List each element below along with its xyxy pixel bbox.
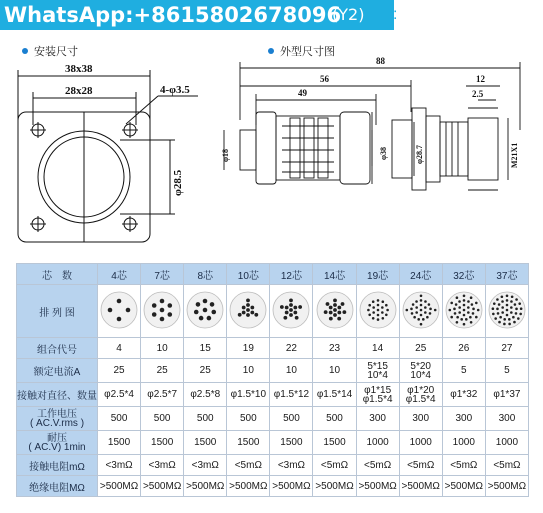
pin-dot <box>290 298 294 302</box>
table-cell: >500MΩ <box>442 476 485 497</box>
dim-2-5: 2.5 <box>472 89 484 99</box>
pin-dot <box>368 303 371 306</box>
pin-dot <box>290 308 294 312</box>
table-cell: 1000 <box>442 431 485 455</box>
table-cell: φ2.5*7 <box>141 383 184 407</box>
table-row <box>17 383 529 407</box>
table-row <box>17 455 529 476</box>
core-count: 37芯 <box>485 264 528 285</box>
pin-dot <box>434 308 437 311</box>
header-label: 芯 数 <box>17 264 98 285</box>
pin-dot <box>491 307 494 310</box>
pin-layout-diagram <box>184 285 227 338</box>
dim-phi18: φ18 <box>221 149 230 162</box>
dim-phi38: φ38 <box>379 147 388 160</box>
pin-dot <box>519 312 522 315</box>
table-cell: 10 <box>313 359 356 383</box>
pin-dot <box>450 301 453 304</box>
pin-dot <box>251 305 255 309</box>
table-cell: 5*20 10*4 <box>399 359 442 383</box>
pin-dot <box>467 300 470 303</box>
pin-dot <box>510 300 513 303</box>
pin-layout-diagram <box>227 285 270 338</box>
pin-dot <box>515 298 518 301</box>
pin-dot <box>126 307 131 312</box>
pin-dot <box>376 308 379 311</box>
table-cell: 26 <box>442 338 485 359</box>
table-cell: 27 <box>485 338 528 359</box>
pin-layout-diagram <box>270 285 313 338</box>
pin-dot <box>458 300 461 303</box>
table-cell: 1000 <box>356 431 399 455</box>
pin-dot <box>386 308 389 311</box>
pin-dot <box>427 303 430 306</box>
pin-dot <box>242 310 246 314</box>
pin-dot <box>458 306 461 309</box>
pin-dot <box>367 308 370 311</box>
row-label: 额定电流A <box>17 359 98 383</box>
table-cell: <5mΩ <box>485 455 528 476</box>
pin-dot <box>212 309 217 314</box>
pin-dot <box>385 313 388 316</box>
pin-dot <box>280 305 284 309</box>
row-label: 绝缘电阻MΩ <box>17 476 98 497</box>
table-cell: 300 <box>485 407 528 431</box>
pin-layout-diagram <box>98 285 141 338</box>
pin-dot <box>419 303 422 306</box>
pin-dot <box>117 298 122 303</box>
pin-dot <box>517 317 520 320</box>
banner-colon: : <box>393 6 398 23</box>
pin-dot <box>501 311 504 314</box>
pin-dot <box>455 296 458 299</box>
table-cell: >500MΩ <box>270 476 313 497</box>
pin-dot <box>238 312 242 316</box>
table-cell: 22 <box>270 338 313 359</box>
table-cell: φ1.5*10 <box>227 383 270 407</box>
pin-dot <box>513 320 516 323</box>
pin-dot <box>413 315 416 318</box>
pin-dot <box>251 310 255 314</box>
pin-dot <box>340 302 344 306</box>
core-count: 19芯 <box>356 264 399 285</box>
pin-dot <box>376 313 379 316</box>
pin-dot <box>405 308 408 311</box>
pin-dot <box>381 311 384 314</box>
dim-thread: M21X1 <box>510 142 519 168</box>
table-row <box>17 285 529 338</box>
pin-dot <box>381 306 384 309</box>
table-row <box>17 407 529 431</box>
install-title-text: 安装尺寸 <box>34 46 78 58</box>
pin-dot <box>372 317 375 320</box>
row-label: 接触对直径、数量 <box>17 383 98 407</box>
pin-dot <box>462 322 465 325</box>
pin-dot <box>465 318 468 321</box>
pin-layout-diagram <box>141 285 184 338</box>
pin-dot <box>471 312 474 315</box>
table-cell: 500 <box>270 407 313 431</box>
pin-dot <box>508 318 511 321</box>
pin-dot <box>419 294 422 297</box>
pin-dot <box>381 300 384 303</box>
pin-dot <box>376 318 379 321</box>
pin-dot <box>500 295 503 298</box>
pin-layout-diagram <box>485 285 528 338</box>
table-cell: 25 <box>399 338 442 359</box>
pin-dot <box>497 312 500 315</box>
table-cell: 10 <box>141 338 184 359</box>
pin-dot <box>493 302 496 305</box>
table-cell: 1500 <box>184 431 227 455</box>
table-cell: 500 <box>227 407 270 431</box>
dim-phi28-7: φ28.7 <box>415 145 424 164</box>
dim-holes: 4-φ3.5 <box>160 84 190 96</box>
pin-dot <box>160 307 165 312</box>
pin-dot <box>448 308 451 311</box>
pin-dot <box>511 295 514 298</box>
pin-dot <box>462 303 465 306</box>
pin-dot <box>325 302 329 306</box>
pin-dot <box>467 311 470 314</box>
core-count: 32芯 <box>442 264 485 285</box>
pin-dot <box>506 313 509 316</box>
table-cell: 1500 <box>313 431 356 455</box>
pin-dot <box>454 312 457 315</box>
table-cell: φ2.5*8 <box>184 383 227 407</box>
core-count: 14芯 <box>313 264 356 285</box>
table-cell: 500 <box>184 407 227 431</box>
pin-dot <box>410 312 413 315</box>
pin-dot <box>284 315 288 319</box>
pin-dot <box>462 313 465 316</box>
pin-dot <box>503 322 506 325</box>
table-cell: 1500 <box>98 431 141 455</box>
row-label: 工作电压 ( AC.V.rms ) <box>17 407 98 431</box>
table-cell: 300 <box>399 407 442 431</box>
pin-dot <box>117 316 122 321</box>
pin-dot <box>515 307 518 310</box>
row-label: 耐压 ( AC.V) 1min <box>17 431 98 455</box>
table-cell: 14 <box>356 338 399 359</box>
pin-dot <box>518 302 521 305</box>
pin-dot <box>417 318 420 321</box>
dim-diameter: φ28.5 <box>172 169 184 196</box>
pin-dot <box>467 306 470 309</box>
pin-dot <box>368 313 371 316</box>
outline-title-text: 外型尺寸图 <box>280 46 335 58</box>
pin-dot <box>415 306 418 309</box>
pin-dot <box>333 303 337 307</box>
table-cell: φ1*37 <box>485 383 528 407</box>
table-cell: 5 <box>442 359 485 383</box>
banner-text: WhatsApp:+8615802678096 <box>4 3 342 27</box>
pin-dot <box>475 315 478 318</box>
pin-dot <box>456 315 459 318</box>
table-cell: 1500 <box>270 431 313 455</box>
pin-dot <box>415 300 418 303</box>
pin-dot <box>424 311 427 314</box>
table-cell: 19 <box>227 338 270 359</box>
pin-dot <box>299 305 303 309</box>
pin-dot <box>372 300 375 303</box>
table-cell: 25 <box>141 359 184 383</box>
table-row <box>17 431 529 455</box>
pin-dot <box>506 308 509 311</box>
pin-dot <box>333 308 337 312</box>
pin-dot <box>498 303 501 306</box>
table-cell: φ1*15 φ1.5*4 <box>356 383 399 407</box>
dim-inner: 28x28 <box>65 85 93 97</box>
pin-layout-diagram <box>356 285 399 338</box>
pin-dot <box>503 318 506 321</box>
table-cell: <5mΩ <box>442 455 485 476</box>
pin-dot <box>290 303 294 307</box>
pin-dot <box>506 294 509 297</box>
table-header-row <box>17 264 529 285</box>
pin-dot <box>295 315 299 319</box>
pin-dot <box>328 310 332 314</box>
table-cell: >500MΩ <box>184 476 227 497</box>
table-cell: 5*15 10*4 <box>356 359 399 383</box>
pin-dot <box>168 303 173 308</box>
pin-dot <box>512 315 515 318</box>
pin-dot <box>285 310 289 314</box>
pin-dot <box>506 303 509 306</box>
table-cell: 1500 <box>227 431 270 455</box>
pin-dot <box>290 313 294 317</box>
table-cell: >500MΩ <box>313 476 356 497</box>
pin-dot <box>424 300 427 303</box>
pin-dot <box>210 302 215 307</box>
pin-layout-diagram <box>442 285 485 338</box>
table-cell: 5 <box>485 359 528 383</box>
table-cell: φ1.5*14 <box>313 383 356 407</box>
pin-dot <box>477 308 480 311</box>
spec-table <box>16 263 529 497</box>
table-cell: 4 <box>98 338 141 359</box>
pin-dot <box>424 306 427 309</box>
pin-dot <box>422 318 425 321</box>
pin-dot <box>492 312 495 315</box>
pin-layout-diagram <box>399 285 442 338</box>
table-cell: 300 <box>356 407 399 431</box>
pin-dot <box>372 311 375 314</box>
row-label: 组合代号 <box>17 338 98 359</box>
table-cell: <5mΩ <box>356 455 399 476</box>
pin-dot <box>472 307 475 310</box>
pin-dot <box>428 312 431 315</box>
pin-dot <box>419 313 422 316</box>
table-cell: 500 <box>313 407 356 431</box>
dim-outer: 38x38 <box>65 63 93 75</box>
pin-dot <box>462 299 465 302</box>
pin-dot <box>372 306 375 309</box>
pin-dot <box>501 306 504 309</box>
pin-dot <box>458 311 461 314</box>
pin-dot <box>152 303 157 308</box>
table-cell: 23 <box>313 338 356 359</box>
pin-dot <box>376 299 379 302</box>
dim-49: 49 <box>298 88 307 98</box>
table-cell: 500 <box>98 407 141 431</box>
pin-dot <box>199 315 204 320</box>
pin-dot <box>460 318 463 321</box>
pin-dot <box>168 312 173 317</box>
pin-dot <box>196 302 201 307</box>
pin-dot <box>510 306 513 309</box>
pin-dot <box>515 312 518 315</box>
pin-dot <box>160 298 165 303</box>
table-cell: <3mΩ <box>141 455 184 476</box>
pin-dot <box>450 315 453 318</box>
table-cell: 10 <box>227 359 270 383</box>
core-count: 8芯 <box>184 264 227 285</box>
pin-dot <box>203 298 208 303</box>
core-count: 24芯 <box>399 264 442 285</box>
dim-12: 12 <box>476 74 485 84</box>
pin-dot <box>333 313 337 317</box>
table-cell: 300 <box>442 407 485 431</box>
pin-dot <box>328 316 332 320</box>
pin-dot <box>337 310 341 314</box>
table-row <box>17 476 529 497</box>
pin-dot <box>499 315 502 318</box>
table-cell: >500MΩ <box>227 476 270 497</box>
pin-dot <box>494 317 497 320</box>
pin-dot <box>337 316 341 320</box>
pin-dot <box>415 311 418 314</box>
pin-dot <box>469 315 472 318</box>
pin-dot <box>385 303 388 306</box>
pin-dot <box>455 303 458 306</box>
pin-dot <box>426 315 429 318</box>
pin-dot <box>246 303 250 307</box>
pin-dot <box>337 305 341 309</box>
table-cell: 25 <box>98 359 141 383</box>
pin-dot <box>462 294 465 297</box>
pin-dot <box>470 296 473 299</box>
table-cell: φ2.5*4 <box>98 383 141 407</box>
pin-dot <box>246 313 250 317</box>
table-cell: >500MΩ <box>98 476 141 497</box>
pin-dot <box>294 305 298 309</box>
dim-56: 56 <box>320 74 329 84</box>
pin-dot <box>412 303 415 306</box>
pin-dot <box>496 298 499 301</box>
table-cell: <3mΩ <box>184 455 227 476</box>
pin-dot <box>410 307 413 310</box>
pin-dot <box>419 308 422 311</box>
pin-dot <box>342 310 346 314</box>
pin-dot <box>323 310 327 314</box>
core-count: 4芯 <box>98 264 141 285</box>
table-cell: >500MΩ <box>399 476 442 497</box>
banner-suffix: (Y2) <box>332 5 365 24</box>
pin-dot <box>475 301 478 304</box>
pin-dot <box>255 312 259 316</box>
table-cell: 15 <box>184 338 227 359</box>
pin-dot <box>501 300 504 303</box>
pin-dot <box>242 305 246 309</box>
table-cell: φ1.5*12 <box>270 383 313 407</box>
row-label: 接触电阻mΩ <box>17 455 98 476</box>
pin-dot <box>328 305 332 309</box>
table-cell: φ1*20 φ1.5*4 <box>399 383 442 407</box>
pin-dot <box>207 315 212 320</box>
pin-dot <box>520 307 523 310</box>
pin-dot <box>453 307 456 310</box>
table-cell: >500MΩ <box>141 476 184 497</box>
table-cell: <5mΩ <box>313 455 356 476</box>
pin-dot <box>152 312 157 317</box>
pin-dot <box>381 317 384 320</box>
pin-dot <box>160 316 165 321</box>
table-cell: 25 <box>184 359 227 383</box>
pin-dot <box>506 299 509 302</box>
row-label: 排 列 图 <box>17 285 98 338</box>
table-cell: <3mΩ <box>98 455 141 476</box>
table-cell: 1000 <box>485 431 528 455</box>
pin-dot <box>498 320 501 323</box>
pin-dot <box>429 307 432 310</box>
core-count: 7芯 <box>141 264 184 285</box>
table-cell: >500MΩ <box>485 476 528 497</box>
pin-dot <box>470 321 473 324</box>
pin-dot <box>203 307 208 312</box>
pin-dot <box>514 303 517 306</box>
pin-dot <box>510 311 513 314</box>
table-cell: 1500 <box>141 431 184 455</box>
table-cell: 500 <box>141 407 184 431</box>
table-cell: <5mΩ <box>227 455 270 476</box>
core-count: 12芯 <box>270 264 313 285</box>
pin-dot <box>285 305 289 309</box>
pin-dot <box>508 322 511 325</box>
pin-dot <box>376 303 379 306</box>
dim-total: 88 <box>376 56 385 66</box>
table-cell: 10 <box>270 359 313 383</box>
table-cell: 1000 <box>399 431 442 455</box>
table-cell: >500MΩ <box>356 476 399 497</box>
pin-dot <box>333 298 337 302</box>
pin-dot <box>462 308 465 311</box>
pin-dot <box>419 322 422 325</box>
pin-dot <box>419 299 422 302</box>
pin-dot <box>246 308 250 312</box>
table-cell: φ1*32 <box>442 383 485 407</box>
pin-dot <box>108 307 113 312</box>
pin-dot <box>455 321 458 324</box>
pin-dot <box>194 309 199 314</box>
table-cell: <3mΩ <box>270 455 313 476</box>
pin-dot <box>470 303 473 306</box>
pin-dot <box>294 310 298 314</box>
table-cell: <5mΩ <box>399 455 442 476</box>
core-count: 10芯 <box>227 264 270 285</box>
pin-dot <box>496 307 499 310</box>
table-row <box>17 359 529 383</box>
pin-dot <box>246 298 250 302</box>
table-row <box>17 338 529 359</box>
pin-layout-diagram <box>313 285 356 338</box>
